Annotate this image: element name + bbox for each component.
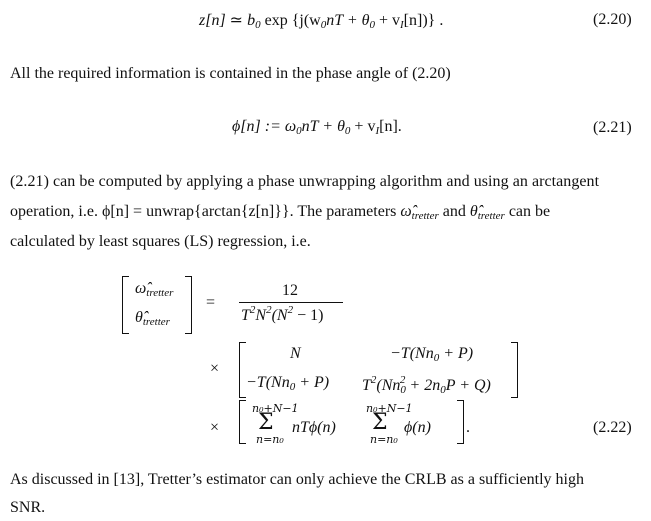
- vec-bot-symbol: θ̂: [135, 309, 143, 326]
- eq220-mid: exp {j(w: [260, 12, 321, 29]
- vec-bottom-entry: [135, 309, 170, 328]
- eq220-th-sub: 0: [369, 19, 375, 31]
- den-sup1: 2: [249, 304, 256, 316]
- m21-end: + P): [295, 374, 330, 391]
- equation-2-20: [199, 10, 443, 31]
- eq220-mid2: nT + θ: [326, 12, 370, 29]
- m22-sup2: 2: [399, 374, 406, 386]
- fraction-bar: [239, 302, 343, 303]
- m22-a: T: [362, 377, 371, 394]
- paragraph-1: All the required information is contained in the phase angle of (2.20): [10, 65, 451, 82]
- m21-sub: 0: [289, 381, 296, 393]
- eq221-end: [n].: [379, 118, 402, 135]
- theta-hat-sub: tretter: [477, 210, 505, 222]
- m12-a: −T(Nn: [390, 345, 434, 362]
- vec-right-bracket: [185, 276, 192, 334]
- equals-sign: =: [206, 294, 216, 311]
- paragraph-3-line-2: SNR.: [10, 499, 46, 516]
- equation-2-21: [232, 118, 402, 137]
- rowvec-left-bracket: [239, 400, 246, 444]
- matrix-left-bracket: [239, 342, 246, 398]
- matrix-12: [390, 345, 473, 364]
- eq222-end-dot: .: [466, 419, 470, 436]
- den-b: N: [255, 307, 267, 324]
- sum1-lower: n=n₀: [256, 433, 284, 446]
- den-sup3: 2: [287, 304, 294, 316]
- m12-end: + P): [439, 345, 474, 362]
- matrix-22: [362, 374, 491, 396]
- sum2-sigma: Σ: [372, 410, 388, 435]
- paragraph-3-line-1: As discussed in [13], Tretter’s estimator can only achieve the CRLB as a sufficiently high: [10, 471, 584, 488]
- sum2-upper: n₀+N−1: [366, 402, 413, 415]
- eq221-mid: nT + θ: [301, 118, 345, 135]
- theta-hat: θ̂: [469, 203, 478, 220]
- fraction-denominator: [241, 304, 323, 325]
- vec-top-entry: [135, 280, 173, 299]
- eq221-v-sub: I: [375, 125, 380, 137]
- m22-sup: 2: [370, 374, 377, 386]
- sum2-lower: n=n₀: [370, 433, 398, 446]
- den-c: (N: [271, 307, 288, 324]
- m12-sub: 0: [433, 352, 440, 364]
- times-sign-2: ×: [210, 419, 220, 436]
- m22-b: (Nn: [376, 377, 401, 394]
- para2-line2-c: can be: [504, 203, 551, 220]
- vec-bot-sub: tretter: [142, 316, 170, 328]
- sum2-body: ϕ(n): [404, 419, 431, 436]
- para2-line2-a: operation, i.e. ϕ[n] = unwrap{arctan{z[n]}}. The parameters: [10, 203, 401, 220]
- eq222-number: (2.22): [593, 419, 632, 436]
- den-a: T: [241, 307, 250, 324]
- omega-hat: ω̂: [400, 203, 412, 220]
- eq220-w-sub: 0: [320, 19, 327, 31]
- vec-left-bracket: [122, 276, 129, 334]
- eq220-number: (2.20): [593, 11, 632, 28]
- matrix-21: [246, 374, 329, 393]
- omega-hat-sub: tretter: [411, 210, 439, 222]
- den-sup2: 2: [266, 304, 272, 316]
- paragraph-2-line-2: [10, 202, 550, 226]
- sum1-body: nTϕ(n): [292, 419, 336, 436]
- m22-sub2: 0: [440, 384, 446, 396]
- eq221-mid2: + v: [350, 118, 376, 135]
- sum1-sigma: Σ: [258, 410, 274, 435]
- para2-line2-b: and: [438, 203, 470, 220]
- eq221-w-sub: 0: [296, 125, 302, 137]
- eq220-end: [n])} .: [403, 12, 444, 29]
- rowvec-right-bracket: [457, 400, 464, 444]
- m22-c: + 2n: [405, 377, 441, 394]
- eq220-b-sub: 0: [255, 19, 261, 31]
- eq221-number: (2.21): [593, 119, 632, 136]
- paragraph-2-line-3: calculated by least squares (LS) regression, i.e.: [10, 233, 311, 250]
- matrix-11: N: [290, 345, 301, 362]
- vec-top-sub: tretter: [146, 287, 174, 299]
- times-sign-1: ×: [210, 360, 220, 377]
- vec-top-symbol: ω̂: [135, 280, 147, 297]
- fraction-numerator: 12: [282, 282, 298, 299]
- paragraph-2-line-1: (2.21) can be computed by applying a phase unwrapping algorithm and using an arctangent: [10, 173, 600, 190]
- den-d: − 1): [293, 307, 324, 324]
- matrix-right-bracket: [511, 342, 518, 398]
- eq221-lhs: ϕ[n] := ω: [232, 118, 297, 135]
- m21-a: −T(Nn: [246, 374, 290, 391]
- eq220-v-sub: I: [400, 19, 404, 31]
- sum1-upper: n₀+N−1: [252, 402, 299, 415]
- eq220-mid3: + v: [374, 12, 400, 29]
- m22-sub: 0: [400, 384, 406, 396]
- eq220-left: z[n] ≃ b: [199, 12, 256, 29]
- m22-d: P + Q): [445, 377, 491, 394]
- eq221-th-sub: 0: [344, 125, 351, 137]
